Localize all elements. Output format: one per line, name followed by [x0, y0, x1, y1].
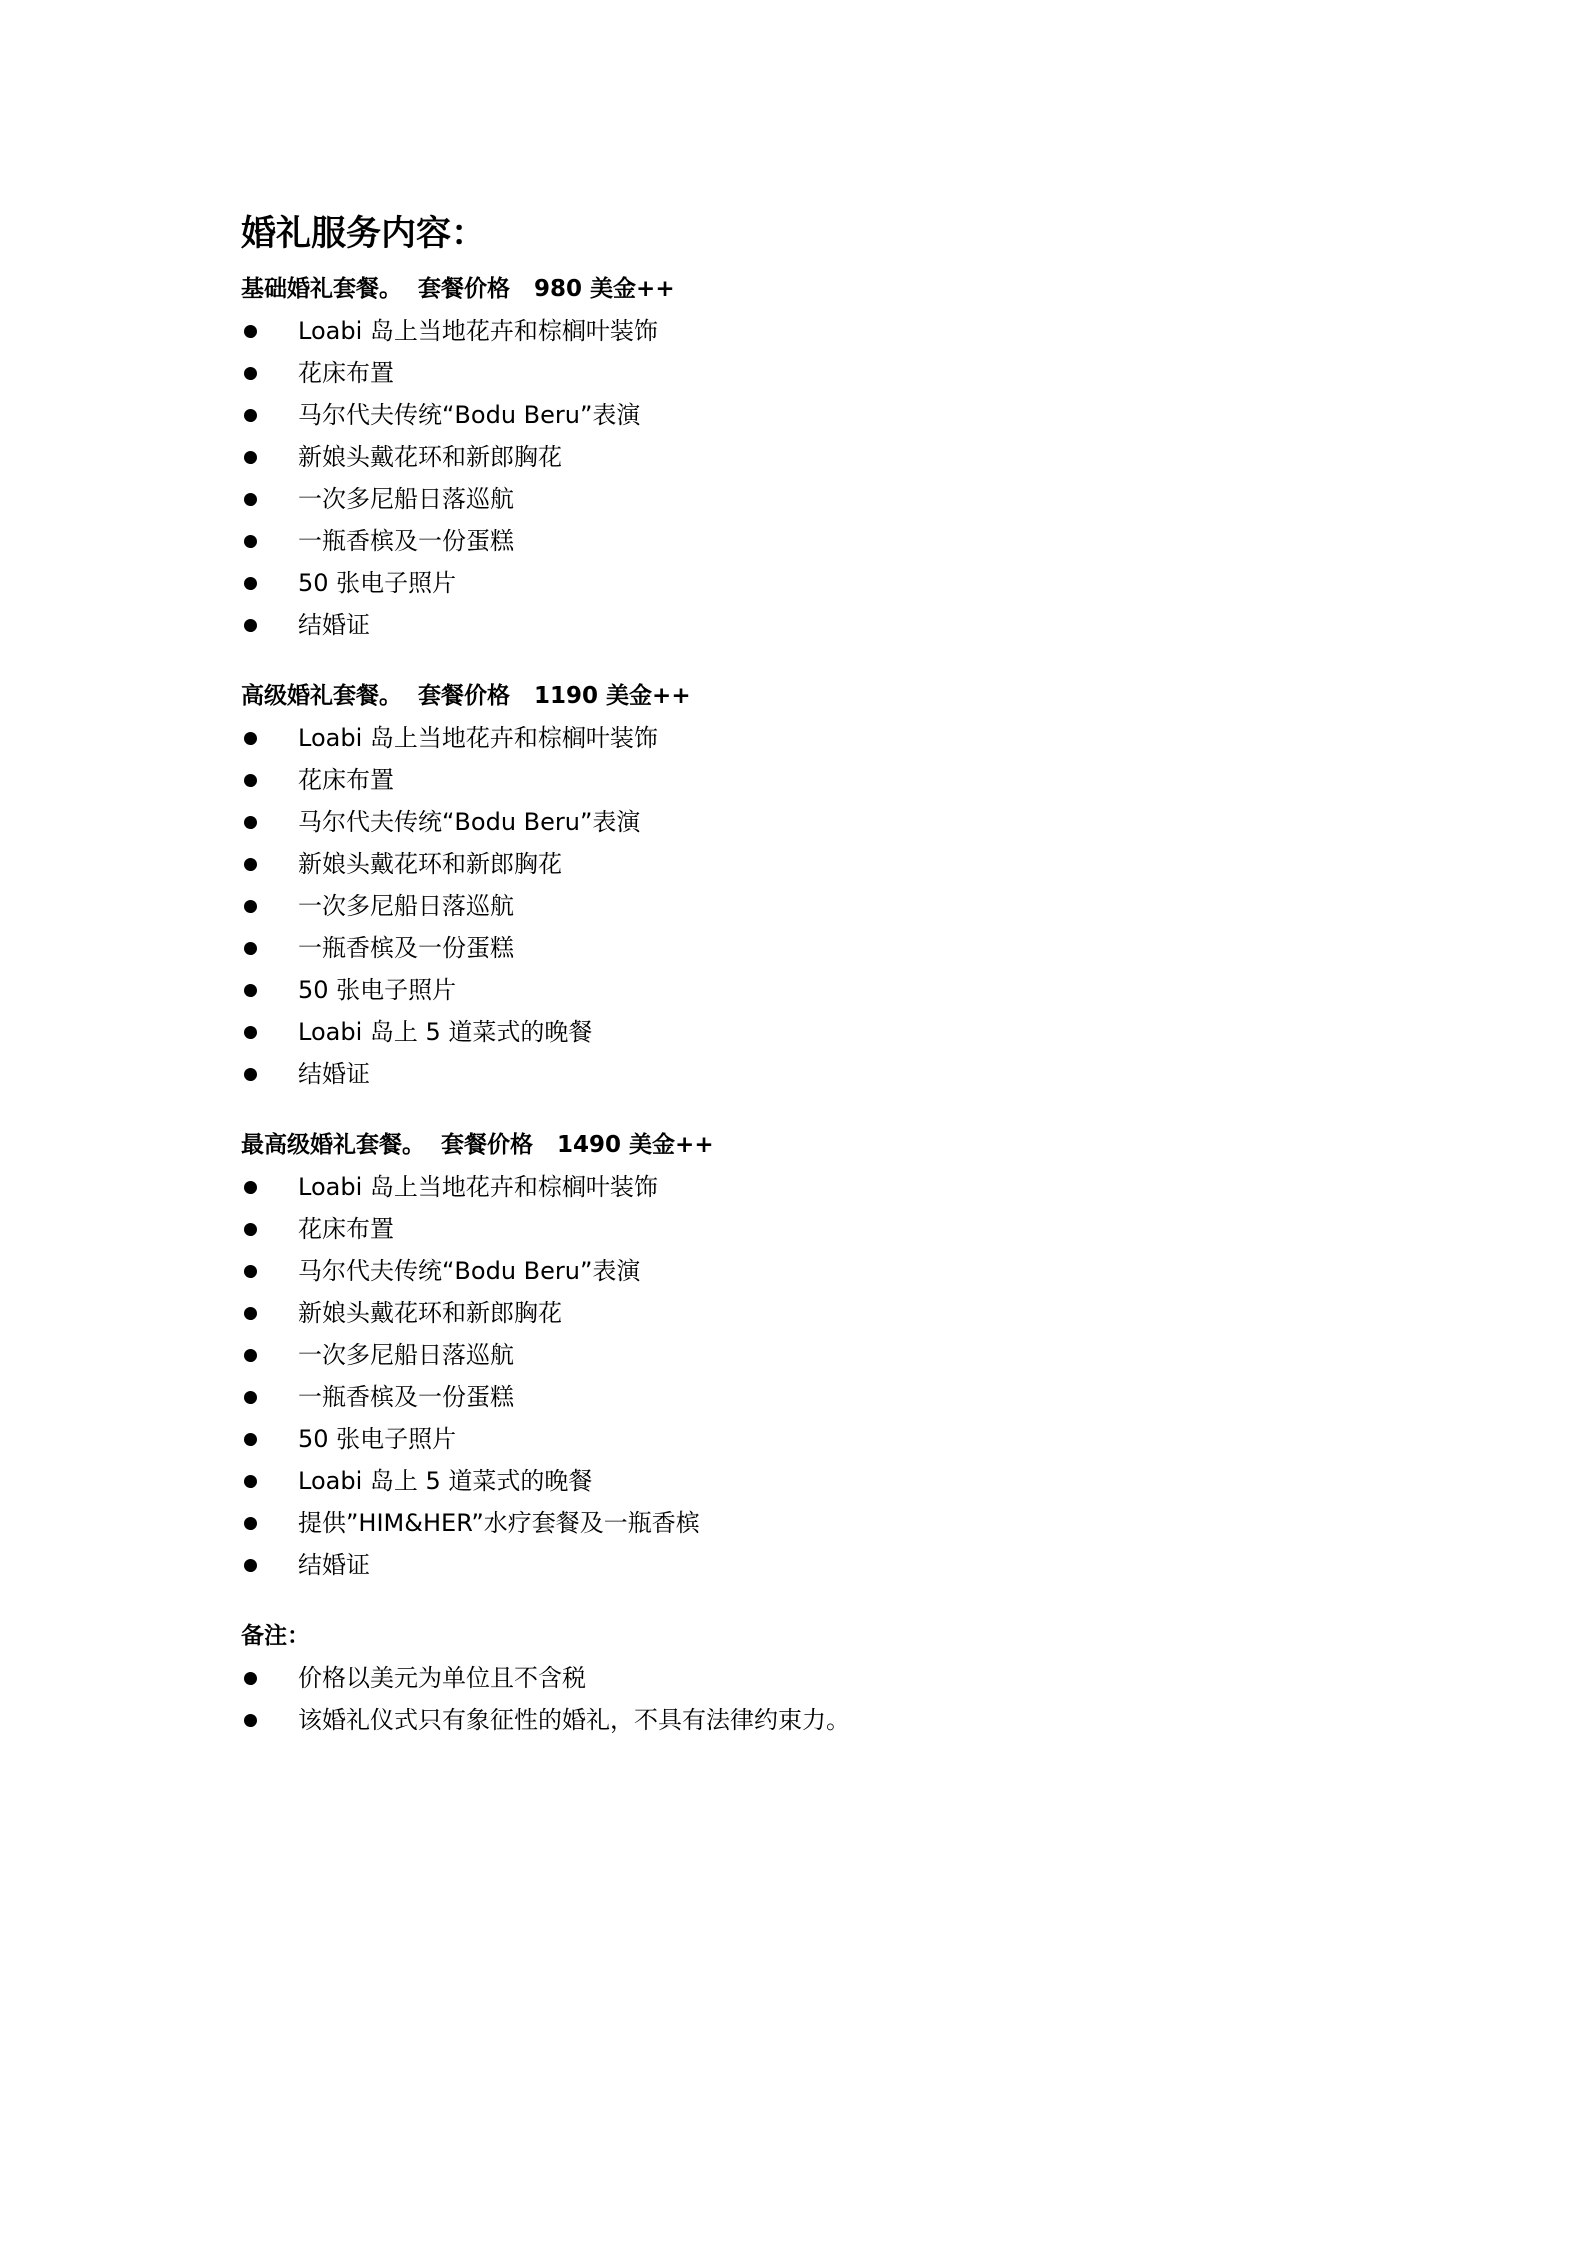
- bullet-dot-icon: [244, 1223, 257, 1236]
- list-item-text: 50 张电子照片: [298, 1425, 457, 1453]
- bullet-dot-icon: [244, 816, 257, 829]
- list-item-text: 提供”HIM&HER”水疗套餐及一瓶香槟: [298, 1509, 700, 1537]
- list-item-text: 新娘头戴花环和新郎胸花: [298, 443, 562, 471]
- bullet-dot-icon: [244, 942, 257, 955]
- bullet-dot-icon: [244, 1068, 257, 1081]
- bullet-dot-icon: [244, 1307, 257, 1320]
- list-item: [241, 1466, 1341, 1496]
- list-item: [241, 975, 1341, 1005]
- list-item-text: Loabi 岛上当地花卉和棕榈叶装饰: [298, 724, 658, 752]
- bullet-dot-icon: [244, 858, 257, 871]
- list-item-text: 结婚证: [298, 1060, 370, 1088]
- bullet-dot-icon: [244, 1559, 257, 1572]
- list-item: [241, 568, 1341, 598]
- bullet-dot-icon: [244, 1181, 257, 1194]
- bullet-dot-icon: [244, 367, 257, 380]
- bullet-dot-icon: [244, 493, 257, 506]
- list-item: [241, 358, 1341, 388]
- list-item: [241, 484, 1341, 514]
- list-item: [241, 610, 1341, 640]
- notes-section: [241, 1621, 1341, 1735]
- bullet-dot-icon: [244, 451, 257, 464]
- bullet-dot-icon: [244, 1265, 257, 1278]
- list-item: [241, 765, 1341, 795]
- list-item: [241, 723, 1341, 753]
- list-item: [241, 316, 1341, 346]
- bullet-dot-icon: [244, 984, 257, 997]
- premium-package-section: [241, 681, 1341, 1089]
- document-page: [241, 212, 1341, 1747]
- list-item-text: 马尔代夫传统“Bodu Beru”表演: [298, 808, 641, 836]
- bullet-list: [241, 1172, 1341, 1580]
- bullet-dot-icon: [244, 1475, 257, 1488]
- list-item: [241, 807, 1341, 837]
- bullet-dot-icon: [244, 619, 257, 632]
- list-item-text: 一瓶香槟及一份蛋糕: [298, 1383, 514, 1411]
- list-item-text: 马尔代夫传统“Bodu Beru”表演: [298, 1257, 641, 1285]
- section-heading: 高级婚礼套餐。 套餐价格 1190 美金++: [241, 683, 691, 709]
- list-item: [241, 1214, 1341, 1244]
- list-item: [241, 526, 1341, 556]
- list-item: [241, 1705, 1341, 1735]
- list-item: [241, 891, 1341, 921]
- list-item: [241, 1508, 1341, 1538]
- bullet-dot-icon: [244, 1391, 257, 1404]
- list-item-text: 该婚礼仪式只有象征性的婚礼，不具有法律约束力。: [298, 1706, 850, 1734]
- deluxe-package-section: [241, 1130, 1341, 1580]
- list-item: [241, 933, 1341, 963]
- bullet-dot-icon: [244, 900, 257, 913]
- list-item: [241, 442, 1341, 472]
- bullet-dot-icon: [244, 1349, 257, 1362]
- list-item-text: 结婚证: [298, 611, 370, 639]
- list-item-text: 一次多尼船日落巡航: [298, 1341, 514, 1369]
- list-item-text: 50 张电子照片: [298, 976, 457, 1004]
- list-item: [241, 1340, 1341, 1370]
- list-item-text: 一瓶香槟及一份蛋糕: [298, 527, 514, 555]
- list-item: [241, 849, 1341, 879]
- bullet-dot-icon: [244, 1433, 257, 1446]
- list-item: [241, 1382, 1341, 1412]
- bullet-list: [241, 1663, 1341, 1735]
- bullet-dot-icon: [244, 577, 257, 590]
- basic-package-section: [241, 274, 1341, 640]
- list-item: [241, 1550, 1341, 1580]
- section-heading: 最高级婚礼套餐。 套餐价格 1490 美金++: [241, 1132, 714, 1158]
- bullet-dot-icon: [244, 325, 257, 338]
- list-item: [241, 1059, 1341, 1089]
- list-item: [241, 1017, 1341, 1047]
- list-item-text: 新娘头戴花环和新郎胸花: [298, 850, 562, 878]
- list-item: [241, 1298, 1341, 1328]
- list-item: [241, 1663, 1341, 1693]
- bullet-dot-icon: [244, 774, 257, 787]
- list-item-text: 新娘头戴花环和新郎胸花: [298, 1299, 562, 1327]
- list-item-text: 结婚证: [298, 1551, 370, 1579]
- sections-container: [241, 274, 1341, 1735]
- list-item: [241, 1172, 1341, 1202]
- list-item-text: 花床布置: [298, 766, 394, 794]
- bullet-list: [241, 316, 1341, 640]
- list-item-text: 花床布置: [298, 359, 394, 387]
- bullet-dot-icon: [244, 1672, 257, 1685]
- list-item-text: 一瓶香槟及一份蛋糕: [298, 934, 514, 962]
- list-item: [241, 1256, 1341, 1286]
- bullet-dot-icon: [244, 409, 257, 422]
- list-item-text: 花床布置: [298, 1215, 394, 1243]
- list-item-text: Loabi 岛上 5 道菜式的晚餐: [298, 1467, 593, 1495]
- list-item-text: 一次多尼船日落巡航: [298, 485, 514, 513]
- section-heading: 备注：: [241, 1623, 310, 1649]
- bullet-dot-icon: [244, 535, 257, 548]
- bullet-dot-icon: [244, 1026, 257, 1039]
- bullet-list: [241, 723, 1341, 1089]
- list-item-text: 一次多尼船日落巡航: [298, 892, 514, 920]
- document-title: 婚礼服务内容：: [241, 214, 487, 254]
- bullet-dot-icon: [244, 1714, 257, 1727]
- list-item-text: Loabi 岛上当地花卉和棕榈叶装饰: [298, 1173, 658, 1201]
- list-item-text: Loabi 岛上 5 道菜式的晚餐: [298, 1018, 593, 1046]
- bullet-dot-icon: [244, 732, 257, 745]
- list-item: [241, 1424, 1341, 1454]
- list-item-text: 50 张电子照片: [298, 569, 457, 597]
- list-item-text: 马尔代夫传统“Bodu Beru”表演: [298, 401, 641, 429]
- bullet-dot-icon: [244, 1517, 257, 1530]
- list-item: [241, 400, 1341, 430]
- list-item-text: Loabi 岛上当地花卉和棕榈叶装饰: [298, 317, 658, 345]
- section-heading: 基础婚礼套餐。 套餐价格 980 美金++: [241, 276, 675, 302]
- list-item-text: 价格以美元为单位且不含税: [298, 1664, 586, 1692]
